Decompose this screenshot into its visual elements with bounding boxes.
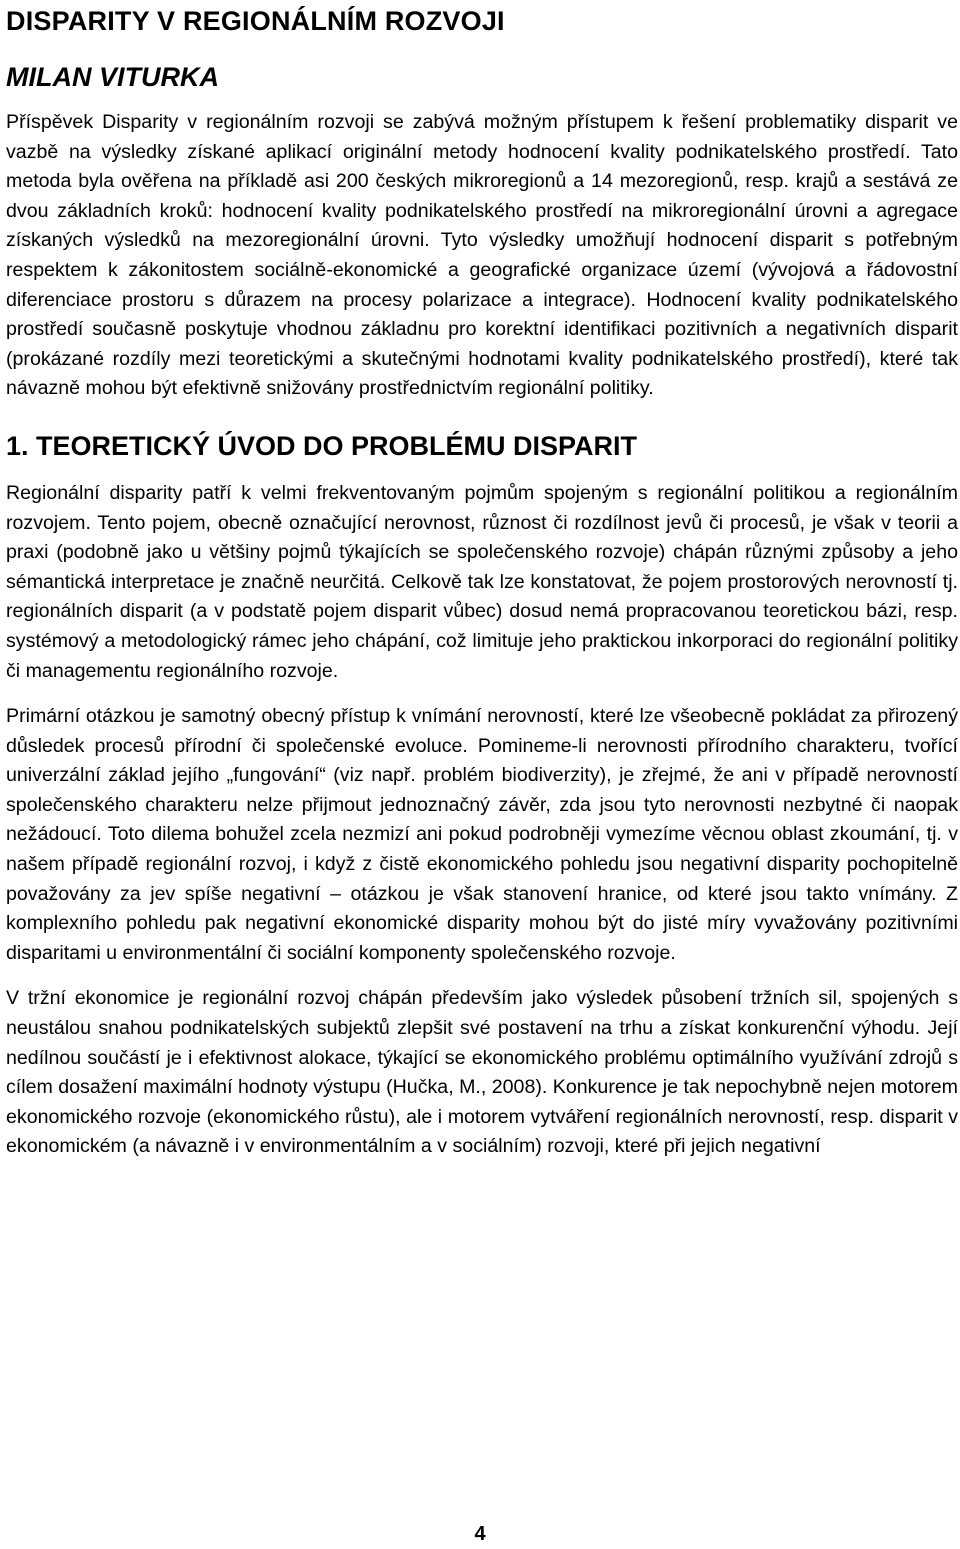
document-title: DISPARITY V REGIONÁLNÍM ROZVOJI	[6, 6, 505, 36]
abstract-paragraph: Příspěvek Disparity v regionálním rozvoji se zabývá možným přístupem k řešení problematiky disparit ve vazbě na výsledky získané aplikací originální metody hodnocení kvality podnikatelského prostředí. Tato metoda byla ověřena na příkladě asi 200 českých mikroregionů a 14 mezoregionů, resp. krajů a sestává ze dvou základních kroků: hodnocení kvality podnikatelského prostředí na mikroregionální úrovni a agregace získaných výsledků na mezoregionální úrovni. Tyto výsledky umožňují hodnocení disparit s potřebným respektem k zákonitostem sociálně-ekonomické a geografické organizace území (vývojová a řádovostní diferenciace prostoru s důrazem na procesy polarizace a integrace). Hodnocení kvality podnikatelského prostředí současně poskytuje vhodnou základnu pro korektní identifikaci pozitivních a negativních disparit (prokázané rozdíly mezi teoretickými a skutečnými hodnotami kvality podnikatelského prostředí), které tak návazně mohou být efektivně snižovány prostřednictvím regionální politiky.	[6, 111, 958, 400]
author-name: MILAN VITURKA	[6, 62, 219, 92]
body-paragraph-1: Regionální disparity patří k velmi frekventovaným pojmům spojeným s regionální politikou a regionálním rozvojem. Tento pojem, obecně označující nerovnost, různost či rozdílnost jevů či procesů, je však v teorii a praxi (podobně jako u většiny pojmů týkajících se společenského rozvoje) chápán různými způsoby a jeho sémantická interpretace je značně neurčitá. Celkově tak lze konstatovat, že pojem prostorových nerovností tj. regionálních disparit (a v podstatě pojem disparit vůbec) dosud nemá propracovanou teoretickou bázi, resp. systémový a metodologický rámec jeho chápání, což limituje jeho praktickou inkorporaci do regionální politiky či managementu regionálního rozvoje.	[6, 481, 958, 682]
body-paragraph-3: V tržní ekonomice je regionální rozvoj chápán především jako výsledek působení tržních sil, spojených s neustálou snahou podnikatelských subjektů zlepšit své postavení na trhu a získat konkurenční výhodu. Její nedílnou součástí je i efektivnost alokace, týkající se ekonomického problému optimálního využívání zdrojů s cílem dosažení maximální hodnoty výstupu (Hučka, M., 2008). Konkurence je tak nepochybně nejen motorem ekonomického rozvoje (ekonomického růstu), ale i motorem vytváření regionálních nerovností, resp. disparit v ekonomickém (a návazně i v environmentálním a v sociálním) rozvoji, které při jejich negativní	[6, 987, 958, 1158]
body-paragraph-2: Primární otázkou je samotný obecný přístup k vnímání nerovností, které lze všeobecně pokládat za přirozený důsledek procesů přírodní či společenské evoluce. Pomineme-li nerovnosti přírodního charakteru, tvořící univerzální základ jejího „fungování“ (viz např. problém biodiverzity), je zřejmé, že ani v případě nerovností společenského charakteru nelze přijmout jednoznačný závěr, zda jsou tyto nerovnosti nezbytné či naopak nežádoucí. Toto dilema bohužel zcela nezmizí ani pokud podrobněji vymezíme věcnou oblast zkoumání, tj. v našem případě regionální rozvoj, i když z čistě ekonomického pohledu jsou negativní disparity pochopitelně považovány za jev spíše negativní – otázkou je však stanovení hranice, od které jsou takto vnímány. Z komplexního pohledu pak negativní ekonomické disparity mohou být do jisté míry vyvažovány pozitivními disparitami u environmentální či sociální komponenty společenského rozvoje.	[6, 705, 958, 964]
page-number: 4	[474, 1523, 486, 1545]
section-heading: 1. TEORETICKÝ ÚVOD DO PROBLÉMU DISPARIT	[6, 430, 638, 461]
document-page	[6, 0, 958, 1162]
